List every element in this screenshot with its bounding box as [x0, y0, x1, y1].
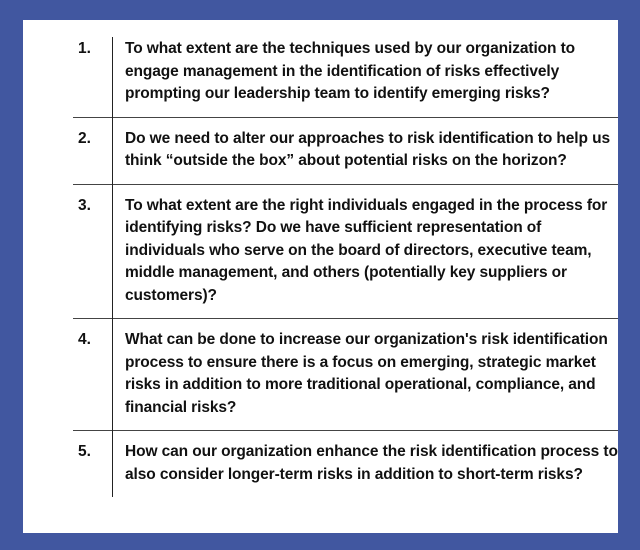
question-number: 5. — [73, 430, 113, 497]
question-item — [73, 37, 618, 118]
question-text: Do we need to alter our approaches to risk identification to help us think “outside the box” about potential risks on the horizon? — [125, 129, 610, 169]
question-list — [73, 37, 618, 497]
question-number: 4. — [73, 318, 113, 430]
question-number: 1. — [73, 37, 113, 117]
question-text: How can our organization enhance the risk identification process to also consider longer-term risks in addition to short-term risks? — [125, 443, 618, 483]
question-number: 3. — [73, 184, 113, 319]
question-text: To what extent are the techniques used by our organization to engage management in the identification of risks effectively prompting our leadership team to identify emerging risks? — [125, 40, 576, 102]
questions-panel — [23, 20, 618, 533]
question-item — [73, 185, 618, 320]
question-item — [73, 319, 618, 431]
question-item — [73, 431, 618, 497]
question-text: To what extent are the right individuals engaged in the process for identifying risks? Do we have sufficient representation of individuals who serve on the board of directors, executive team, middle management, and others (potentially key suppliers or customers)? — [125, 196, 608, 304]
question-text: What can be done to increase our organization's risk identification process to ensure there is a focus on emerging, strategic market risks in addition to more traditional operational, compliance, and financial risks? — [125, 331, 608, 416]
question-number: 2. — [73, 117, 113, 184]
question-item — [73, 118, 618, 185]
